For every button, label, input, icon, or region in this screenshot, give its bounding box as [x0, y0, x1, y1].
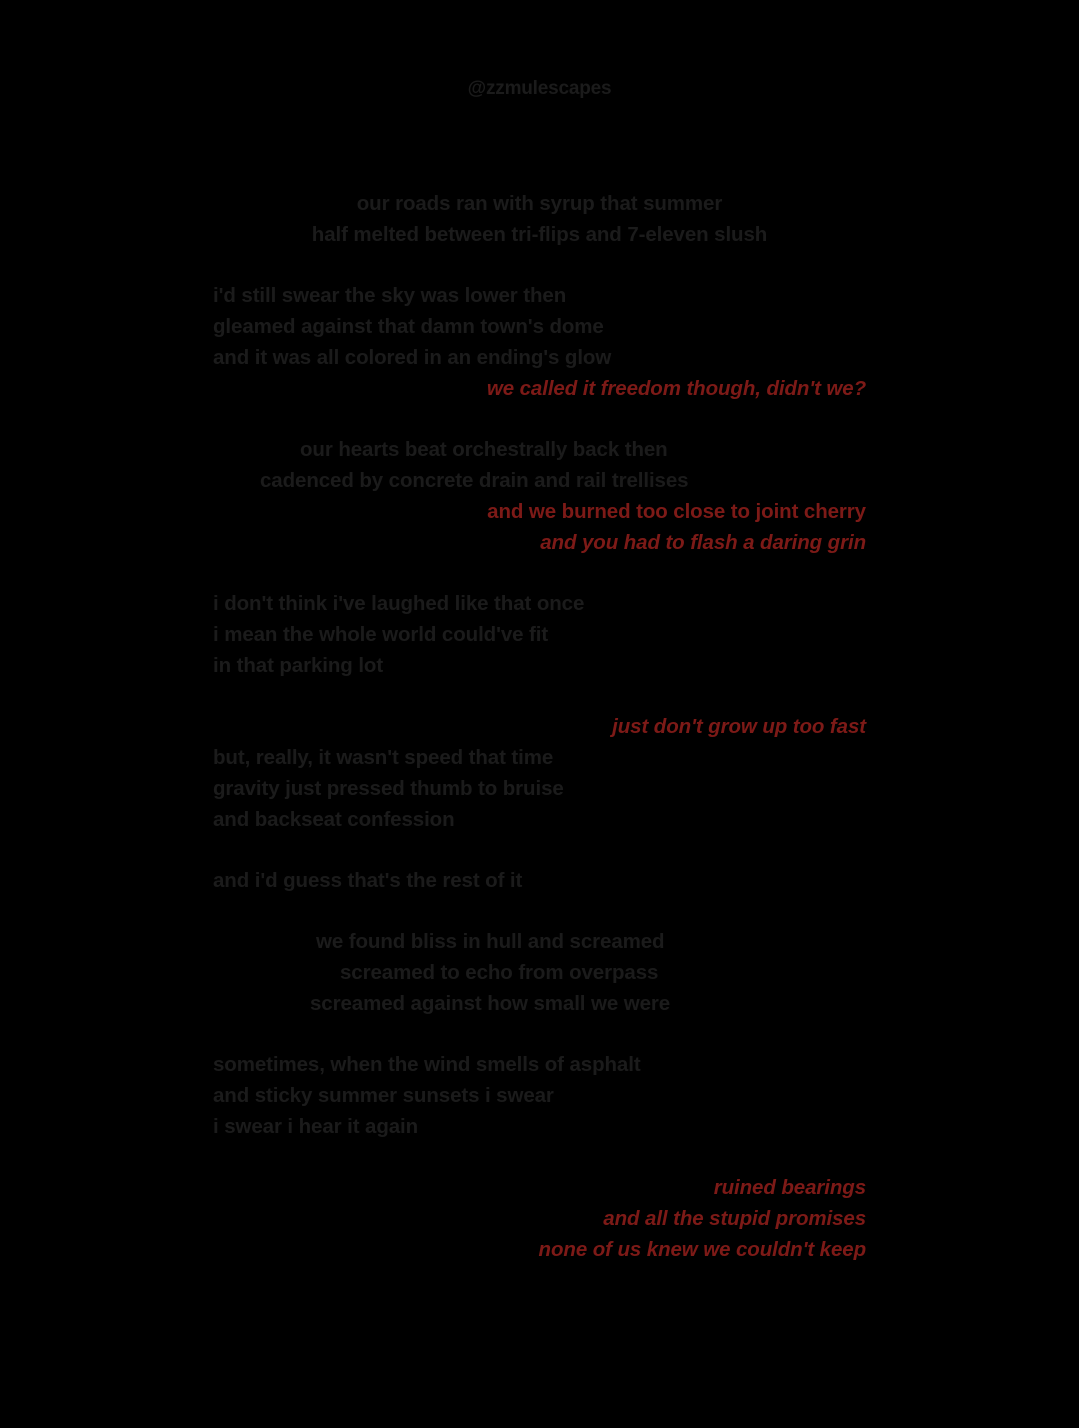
poem-line: and it was all colored in an ending's glow — [213, 346, 612, 369]
poem-line: our roads ran with syrup that summer — [356, 192, 723, 215]
poem-stanza — [0, 1172, 1079, 1265]
poem-line: screamed to echo from overpass — [340, 961, 659, 984]
poem-stanza — [0, 865, 1079, 896]
poem-stanza — [0, 280, 1079, 404]
poem-line: and you had to flash a daring grin — [540, 531, 866, 554]
poem-line: and sticky summer sunsets i swear — [213, 1084, 554, 1107]
poem-line: screamed against how small we were — [310, 992, 671, 1015]
author-handle: @zzmulescapes — [467, 78, 612, 99]
poem-page — [0, 78, 1079, 1428]
poem-line: and i'd guess that's the rest of it — [213, 869, 523, 892]
poem-body — [0, 78, 1079, 1295]
poem-line: but, really, it wasn't speed that time — [213, 746, 554, 769]
poem-stanza — [0, 588, 1079, 681]
poem-line: just don't grow up too fast — [612, 715, 866, 738]
poem-stanza — [0, 188, 1079, 250]
poem-line: gleamed against that damn town's dome — [213, 315, 604, 338]
poem-line: we called it freedom though, didn't we? — [486, 377, 866, 400]
poem-line: none of us knew we couldn't keep — [538, 1238, 866, 1261]
poem-line: i swear i hear it again — [213, 1115, 419, 1138]
poem-line: sometimes, when the wind smells of asphalt — [213, 1053, 641, 1076]
poem-stanza — [0, 434, 1079, 558]
poem-stanza — [0, 1049, 1079, 1142]
poem-stanza — [0, 926, 1079, 1019]
poem-line: i mean the whole world could've fit — [213, 623, 549, 646]
poem-line: and all the stupid promises — [603, 1207, 866, 1230]
poem-line: half melted between tri-flips and 7-eleven slush — [311, 223, 768, 246]
poem-line: we found bliss in hull and screamed — [316, 930, 665, 953]
poem-line: in that parking lot — [213, 654, 384, 677]
poem-line: ruined bearings — [713, 1176, 866, 1199]
poem-line: and backseat confession — [213, 808, 455, 831]
poem-line: i don't think i've laughed like that once — [213, 592, 585, 615]
poem-stanza — [0, 711, 1079, 835]
poem-line: and we burned too close to joint cherry — [487, 500, 866, 523]
poem-line: i'd still swear the sky was lower then — [213, 284, 567, 307]
poem-line: our hearts beat orchestrally back then — [300, 438, 668, 461]
poem-line: gravity just pressed thumb to bruise — [213, 777, 564, 800]
poem-line: cadenced by concrete drain and rail trellises — [260, 469, 689, 492]
